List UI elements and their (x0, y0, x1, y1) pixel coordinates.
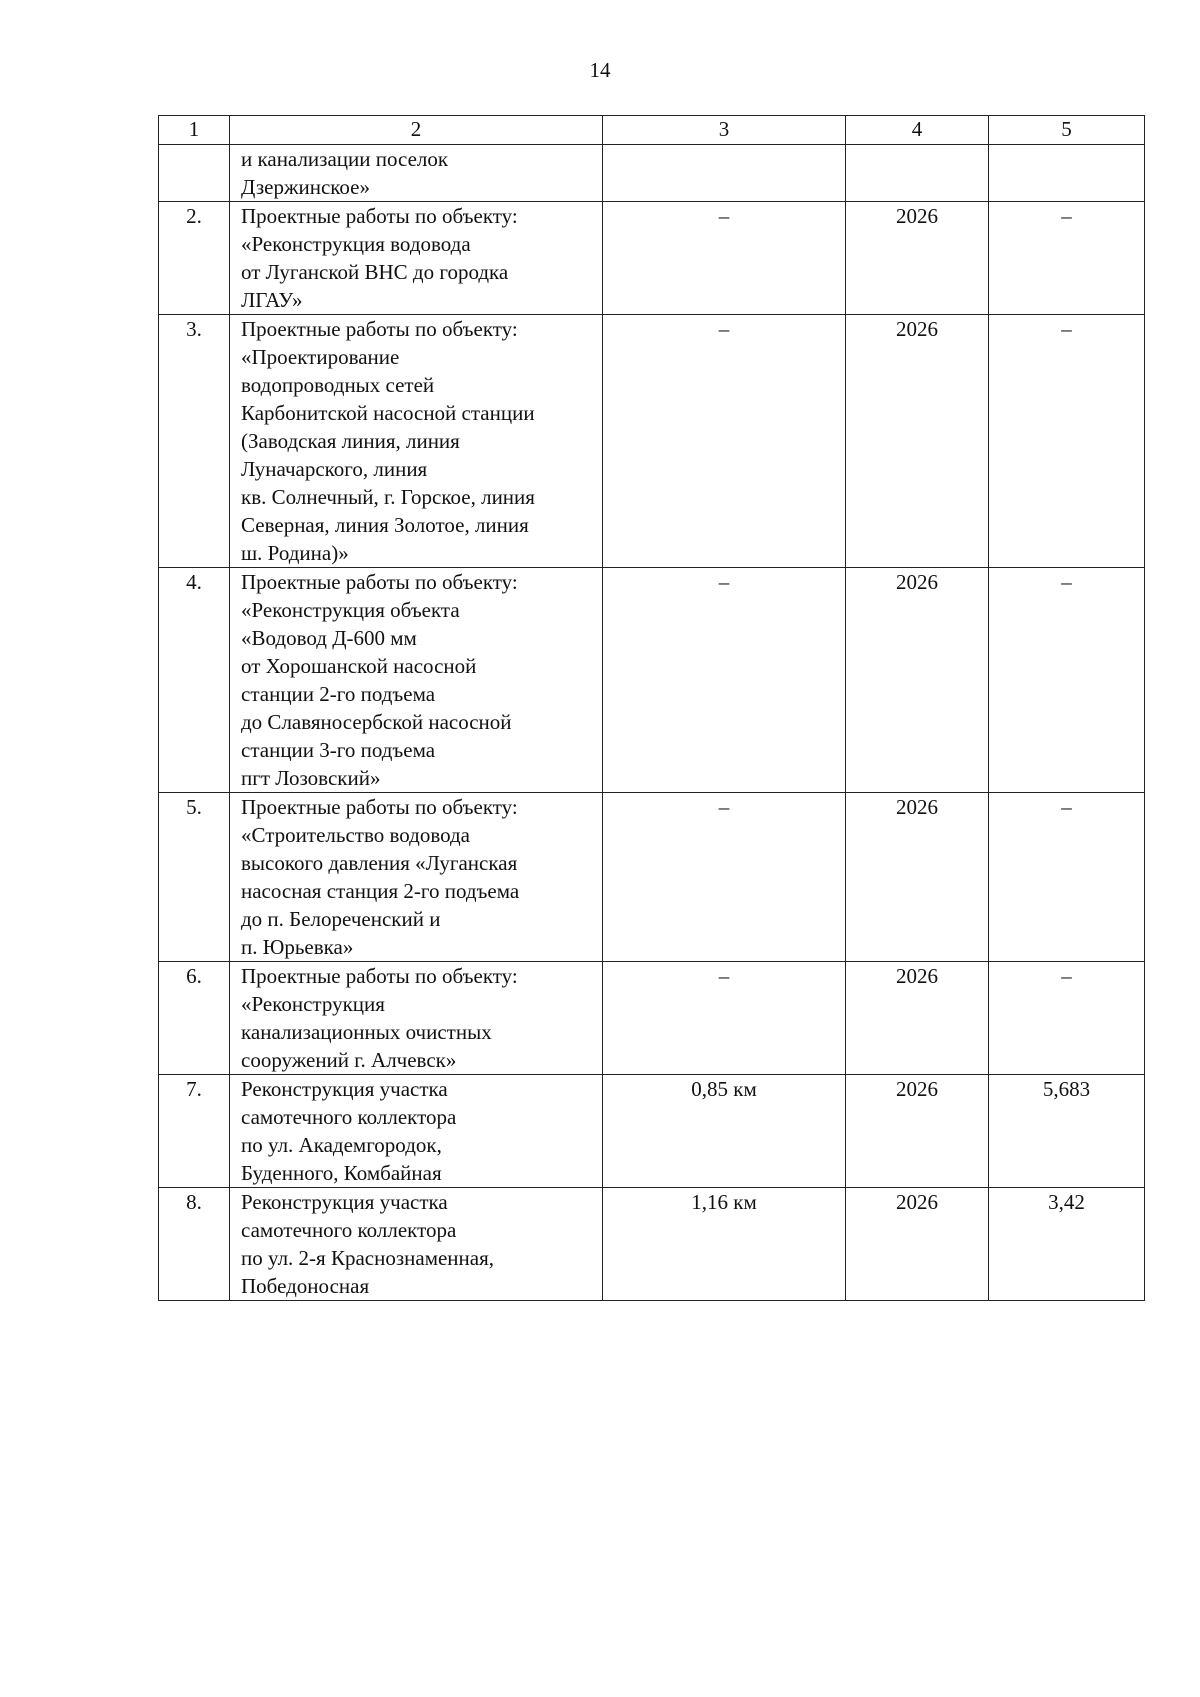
column-number-1: 1 (159, 116, 230, 145)
row-number: 7. (159, 1075, 230, 1188)
work-name-line: Реконструкция участка (241, 1077, 448, 1101)
work-name-line: Карбонитской насосной станции (241, 401, 535, 425)
work-name-line: самотечного коллектора (241, 1218, 457, 1242)
work-name (230, 202, 603, 315)
works-table (158, 115, 1145, 1301)
work-name (230, 568, 603, 793)
work-name-line: «Реконструкция (241, 992, 385, 1016)
work-name-line: Победоносная (241, 1274, 370, 1298)
year-value (846, 145, 989, 202)
capacity-value: 0,85 км (603, 1075, 846, 1188)
work-name-line: самотечного коллектора (241, 1105, 457, 1129)
column-numbers-row (159, 116, 1145, 145)
work-name (230, 1188, 603, 1301)
amount-value: – (989, 315, 1145, 568)
work-name-line: до Славяносербской насосной (241, 710, 512, 734)
work-name-line: «Реконструкция водовода (241, 232, 471, 256)
work-name-line: от Хорошанской насосной (241, 654, 477, 678)
work-name (230, 315, 603, 568)
table-row (159, 315, 1145, 568)
page-number: 14 (589, 58, 611, 82)
work-name-line: по ул. Академгородок, (241, 1133, 442, 1157)
amount-value: – (989, 793, 1145, 962)
column-number-3: 3 (603, 116, 846, 145)
capacity-value: – (603, 315, 846, 568)
capacity-value: – (603, 568, 846, 793)
work-name-line: «Реконструкция объекта (241, 598, 460, 622)
capacity-value: – (603, 962, 846, 1075)
work-name-line: до п. Белореченский и (241, 907, 441, 931)
work-name-line: канализационных очистных (241, 1020, 492, 1044)
amount-value: – (989, 962, 1145, 1075)
work-name-line: Проектные работы по объекту: (241, 204, 518, 228)
work-name-line: «Строительство водовода (241, 823, 471, 847)
amount-value: 5,683 (989, 1075, 1145, 1188)
work-name-line: Реконструкция участка (241, 1190, 448, 1214)
capacity-value: – (603, 202, 846, 315)
work-name-line: станции 3-го подъема (241, 738, 436, 762)
table-row (159, 145, 1145, 202)
work-name-line: станции 2-го подъема (241, 682, 436, 706)
work-name-line: водопроводных сетей (241, 373, 435, 397)
table-row (159, 202, 1145, 315)
year-value: 2026 (846, 1188, 989, 1301)
row-number: 6. (159, 962, 230, 1075)
work-name-line: Буденного, Комбайная (241, 1161, 442, 1185)
work-name-line: ш. Родина)» (241, 541, 349, 565)
table-row (159, 962, 1145, 1075)
amount-value: 3,42 (989, 1188, 1145, 1301)
row-number (159, 145, 230, 202)
work-name-line: (Заводская линия, линия (241, 429, 460, 453)
work-name-line: по ул. 2-я Краснознаменная, (241, 1246, 495, 1270)
work-name-line: «Водовод Д-600 мм (241, 626, 417, 650)
column-number-5: 5 (989, 116, 1145, 145)
row-number: 2. (159, 202, 230, 315)
year-value: 2026 (846, 793, 989, 962)
work-name-line: «Проектирование (241, 345, 400, 369)
work-name (230, 145, 603, 202)
table-row (159, 1188, 1145, 1301)
works-table-body (159, 116, 1145, 1301)
work-name-line: Проектные работы по объекту: (241, 570, 518, 594)
table-row (159, 568, 1145, 793)
work-name-line: Луначарского, линия (241, 457, 428, 481)
year-value: 2026 (846, 202, 989, 315)
column-number-4: 4 (846, 116, 989, 145)
work-name-line: сооружений г. Алчевск» (241, 1048, 457, 1072)
table-row (159, 793, 1145, 962)
year-value: 2026 (846, 962, 989, 1075)
work-name (230, 793, 603, 962)
row-number: 5. (159, 793, 230, 962)
work-name-line: п. Юрьевка» (241, 935, 354, 959)
work-name-line: высокого давления «Луганская (241, 851, 518, 875)
work-name-line: Проектные работы по объекту: (241, 795, 518, 819)
year-value: 2026 (846, 1075, 989, 1188)
row-number: 3. (159, 315, 230, 568)
work-name-line: от Луганской ВНС до городка (241, 260, 509, 284)
capacity-value (603, 145, 846, 202)
work-name-line: кв. Солнечный, г. Горское, линия (241, 485, 535, 509)
row-number: 4. (159, 568, 230, 793)
work-name (230, 962, 603, 1075)
amount-value: – (989, 568, 1145, 793)
work-name-line: Проектные работы по объекту: (241, 964, 518, 988)
amount-value (989, 145, 1145, 202)
work-name (230, 1075, 603, 1188)
work-name-line: Проектные работы по объекту: (241, 317, 518, 341)
table-row (159, 1075, 1145, 1188)
capacity-value: – (603, 793, 846, 962)
amount-value: – (989, 202, 1145, 315)
capacity-value: 1,16 км (603, 1188, 846, 1301)
work-name-line: Дзержинское» (241, 175, 370, 199)
year-value: 2026 (846, 568, 989, 793)
column-number-2: 2 (230, 116, 603, 145)
work-name-line: насосная станция 2-го подъема (241, 879, 520, 903)
work-name-line: и канализации поселок (241, 147, 449, 171)
work-name-line: ЛГАУ» (241, 288, 303, 312)
year-value: 2026 (846, 315, 989, 568)
row-number: 8. (159, 1188, 230, 1301)
work-name-line: пгт Лозовский» (241, 766, 381, 790)
work-name-line: Северная, линия Золотое, линия (241, 513, 529, 537)
